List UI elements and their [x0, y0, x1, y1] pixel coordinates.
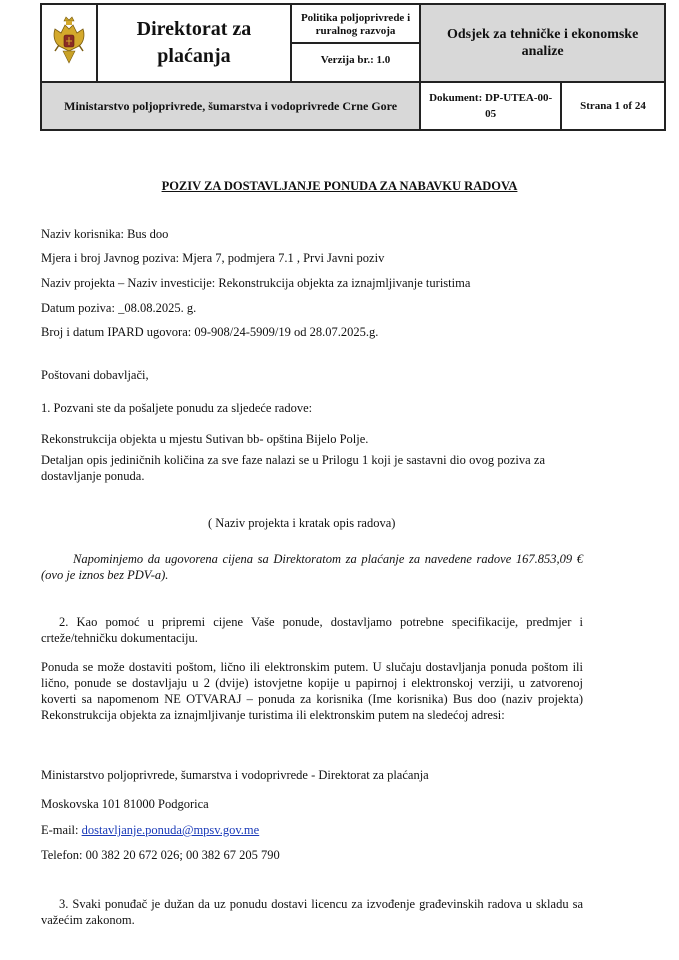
address-organization: Ministarstvo poljoprivrede, šumarstva i vodoprivrede - Direktorat za plaćanja: [41, 768, 429, 782]
version-label: Verzija br.: 1.0: [320, 54, 391, 66]
address-street: Moskovska 101 81000 Podgorica: [41, 797, 209, 811]
greeting: Poštovani dobavljači,: [41, 368, 149, 382]
policy-label: Politika poljoprivrede i ruralnog razvoja: [292, 10, 419, 44]
coat-of-arms-icon: [51, 15, 87, 67]
email-label: E-mail:: [41, 823, 82, 837]
field-measure: Mjera i broj Javnog poziva: Mjera 7, podmjera 7.1 , Prvi Javni poziv: [41, 251, 385, 265]
works-location: Rekonstrukcija objekta u mjestu Sutivan bb- opština Bijelo Polje.: [41, 432, 369, 446]
org-title: Direktorat za plaćanja: [97, 4, 291, 82]
item-3: 3. Svaki ponuđač je dužan da uz ponudu dostavi licencu za izvođenje građevinskih radova u skladu sa važećim zakonom.: [41, 897, 583, 927]
field-date: Datum poziva: _08.08.2025. g.: [41, 301, 197, 315]
department-label: Odsjek za tehničke i ekonomske analize: [420, 4, 665, 82]
item-1: 1. Pozvani ste da pošaljete ponudu za sljedeće radove:: [41, 401, 313, 415]
ministry-label: Ministarstvo poljoprivrede, šumarstva i vodoprivrede Crne Gore: [41, 82, 420, 130]
field-contract: Broj i datum IPARD ugovora: 09-908/24-5909/19 od 28.07.2025.g.: [41, 325, 379, 339]
submission-instructions: Ponuda se može dostaviti poštom, lično ili elektronskim putem. U slučaju dostavljanja ponuda poštom ili lično, ponude se dostavljaju u 2 (dvije) istovjetne kopije u papirnoj i elektronskoj verziji, u zatvorenoj koverti sa napomenom NE OTVARAJ – ponuda za korisnika (Ime korisnika) Bus doo (naziv projekta) Rekonstrukcija objekta za iznajmljivanje turistima ili elektronskim putem na sledećoj adresi:: [41, 660, 583, 722]
document-title: POZIV ZA DOSTAVLJANJE PONUDA ZA NABAVKU RADOVA: [161, 179, 518, 193]
price-note: Napominjemo da ugovorena cijena sa Direktoratom za plaćanje za navedene radove 167.853,09 € (ovo je iznos bez PDV-a).: [41, 552, 583, 582]
document-code: Dokument: DP-UTEA-00-05: [420, 82, 561, 130]
field-beneficiary: Naziv korisnika: Bus doo: [41, 227, 169, 241]
item-2: 2. Kao pomoć u pripremi cijene Vaše ponude, dostavljamo potrebne specifikacije, predmjer i crteže/tehničku dokumentaciju.: [41, 615, 583, 645]
document-header: [40, 3, 666, 129]
field-project: Naziv projekta – Naziv investicije: Rekonstrukcija objekta za iznajmljivanje turistima: [41, 276, 471, 290]
phone-line: Telefon: 00 382 20 672 026; 00 382 67 205 790: [41, 848, 280, 862]
project-note: ( Naziv projekta i kratak opis radova): [208, 516, 396, 530]
works-detail: Detaljan opis jediničnih količina za sve faze nalazi se u Prilogu 1 koji je sastavni dio ovog poziva za dostavljanje ponuda.: [41, 453, 545, 483]
logo-cell: [41, 4, 97, 82]
email-link[interactable]: dostavljanje.ponuda@mpsv.gov.me: [81, 823, 260, 837]
email-line: [41, 822, 259, 838]
page-indicator: Strana 1 of 24: [561, 82, 665, 130]
